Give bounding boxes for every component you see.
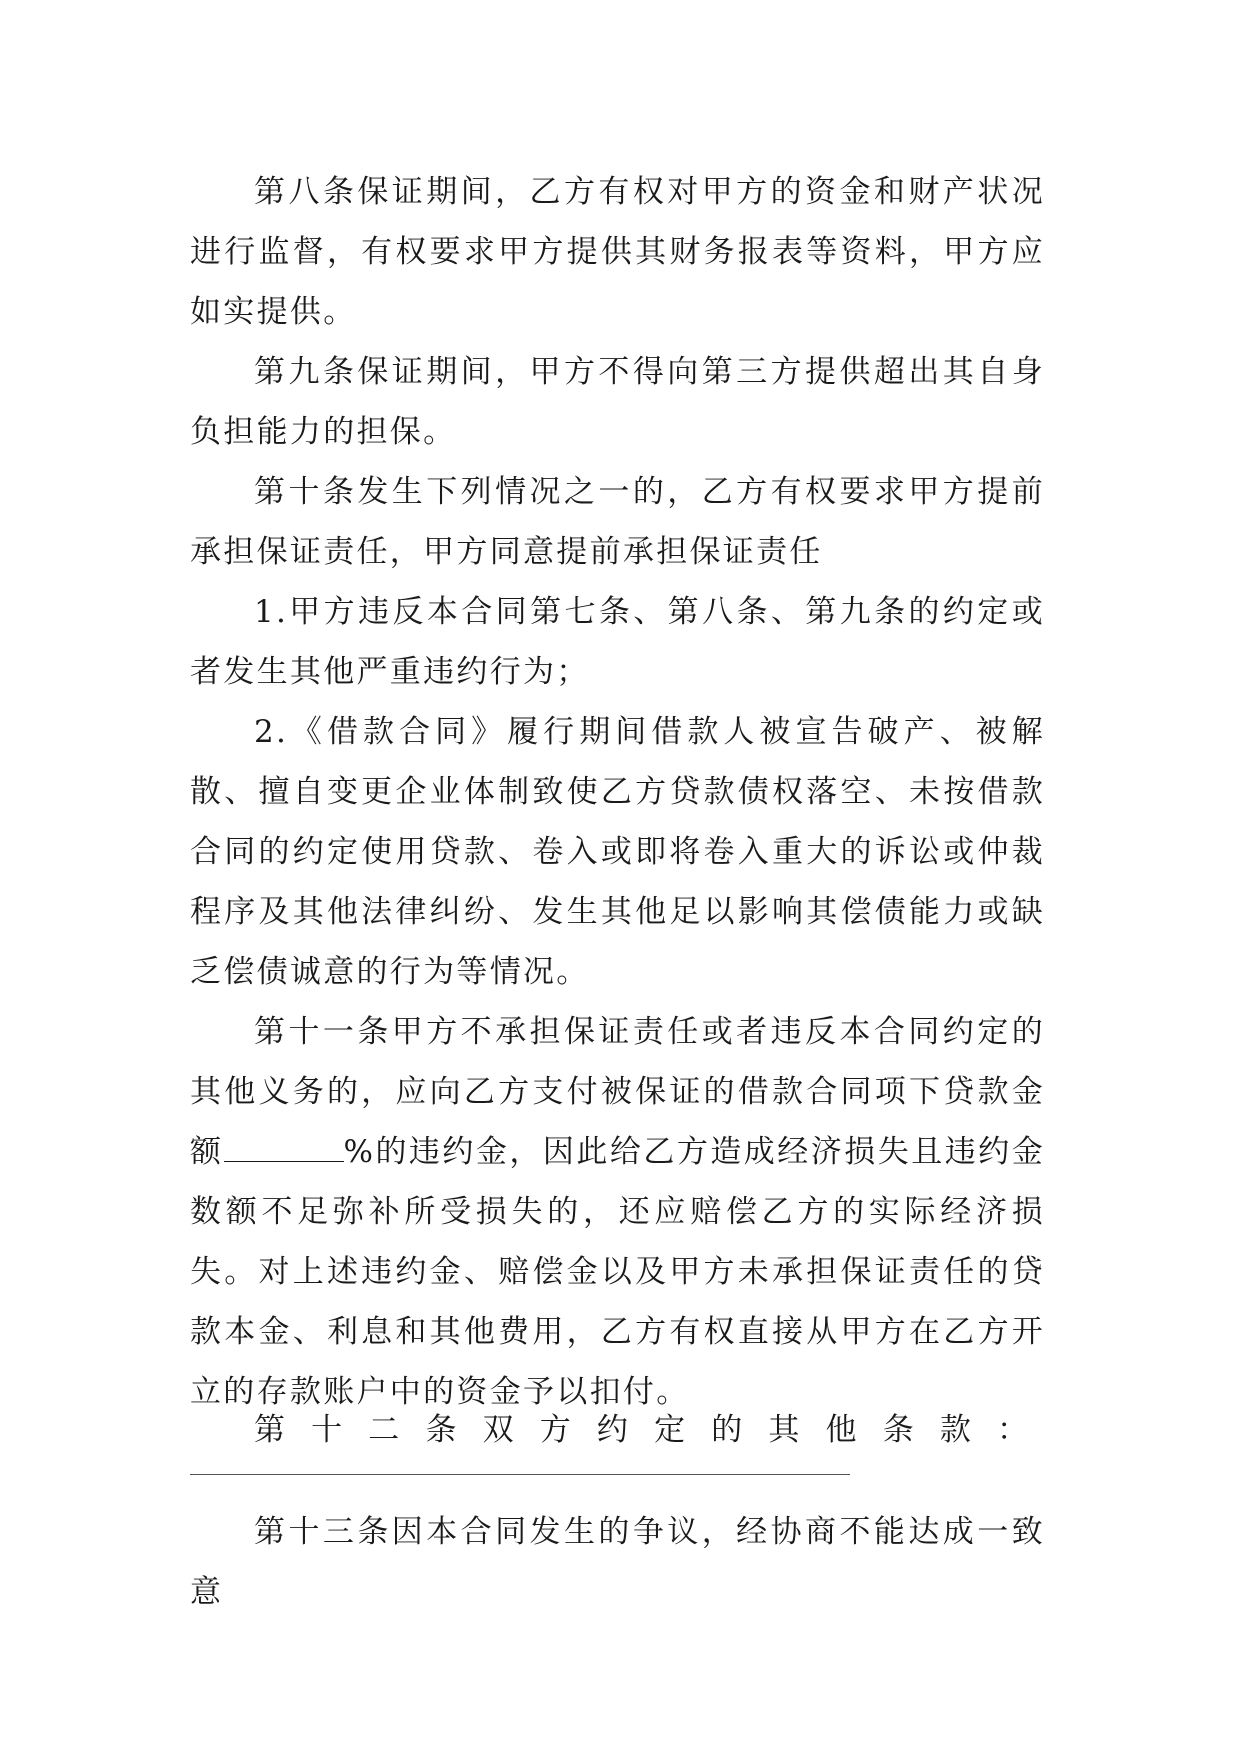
article-11-paragraph (190, 1002, 1045, 1422)
article-11-text-part1: 第十一条甲方不承担保证责任或者违反本合同约定的其他义务的，应向乙方支付被保证的借款合同项下贷款金额 (190, 1014, 1045, 1170)
other-terms-fill-line (190, 1474, 850, 1475)
article-10-item-2: 2.《借款合同》履行期间借款人被宣告破产、被解散、擅自变更企业体制致使乙方贷款债权落空、未按借款合同的约定使用贷款、卷入或即将卷入重大的诉讼或仲裁程序及其他法律纠纷、发生其他足以影响其偿债能力或缺乏偿债诚意的行为等情况。 (190, 714, 1045, 990)
article-13-paragraph: 第十三条因本合同发生的争议，经协商不能达成一致意 (190, 1514, 1045, 1610)
article-12-paragraph: 第十二条双方约定的其他条款： (254, 1412, 1045, 1448)
article-11-text-part2: %的违约金，因此给乙方造成经济损失且违约金数额不足弥补所受损失的，还应赔偿乙方的实际经济损失。对上述违约金、赔偿金以及甲方未承担保证责任的贷款本金、利息和其他费用，乙方有权直接从甲方在乙方开立的存款账户中的资金予以扣付。 (190, 1134, 1045, 1410)
article-9-paragraph: 第九条保证期间，甲方不得向第三方提供超出其自身负担能力的担保。 (190, 354, 1045, 450)
article-10-paragraph: 第十条发生下列情况之一的，乙方有权要求甲方提前承担保证责任，甲方同意提前承担保证责任 (190, 474, 1045, 570)
penalty-rate-blank (224, 1131, 344, 1162)
article-10-item-1: 1.甲方违反本合同第七条、第八条、第九条的约定或者发生其他严重违约行为； (190, 594, 1045, 690)
article-8-paragraph: 第八条保证期间，乙方有权对甲方的资金和财产状况进行监督，有权要求甲方提供其财务报表等资料，甲方应如实提供。 (190, 174, 1045, 330)
